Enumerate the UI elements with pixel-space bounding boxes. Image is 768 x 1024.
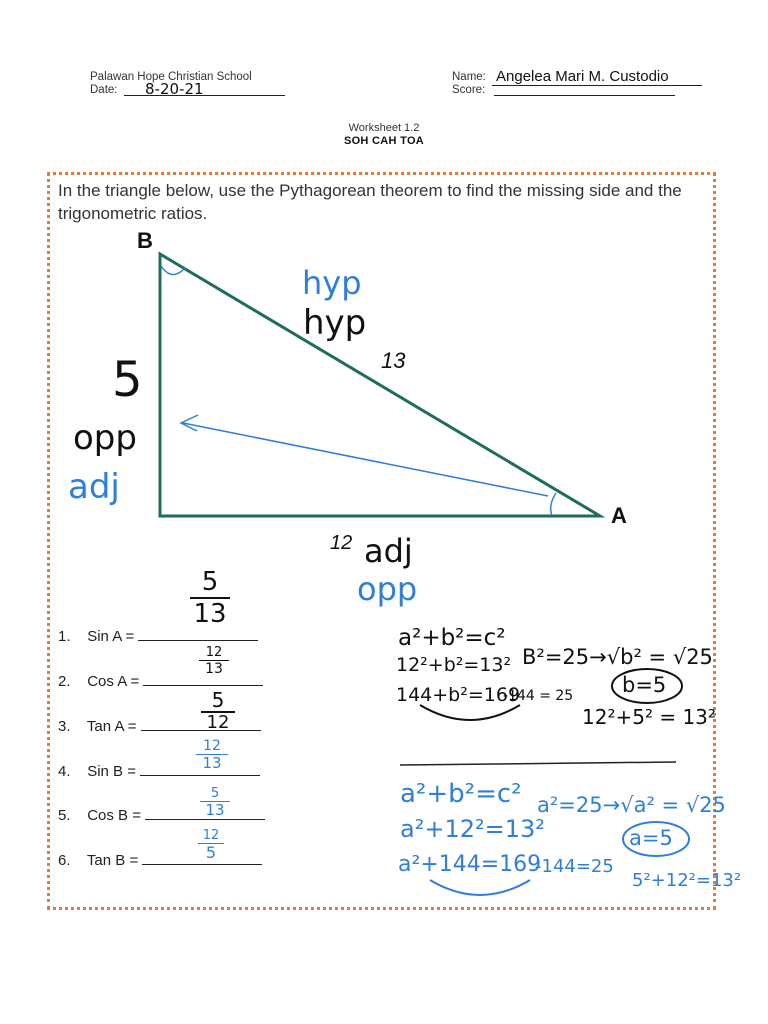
answer-fraction — [196, 828, 226, 861]
worksheet-subtitle: SOH CAH TOA — [343, 135, 425, 147]
fraction-denominator: 13 — [205, 661, 223, 677]
school-name: Palawan Hope Christian School — [90, 71, 252, 83]
question-number: 1. — [58, 628, 71, 645]
vertex-b-label: B — [137, 228, 153, 253]
work-black-right-2: b=5 — [622, 673, 667, 697]
angle-a-arc — [551, 493, 556, 516]
answer-fraction — [197, 645, 231, 677]
right-triangle — [160, 254, 600, 516]
instructions: In the triangle below, use the Pythagorean theorem to find the missing side and the trigonometric ratios. — [58, 181, 682, 223]
bracket-blue — [430, 880, 530, 895]
answer-fraction — [194, 739, 230, 771]
score-label: Score: — [452, 84, 486, 96]
question-number: 6. — [58, 852, 71, 869]
fraction-denominator: 13 — [205, 801, 225, 819]
base-value: 12 — [330, 532, 353, 554]
name-value: Angelea Mari M. Custodio — [496, 68, 669, 85]
opp-black-label: opp — [73, 418, 137, 458]
date-label: Date: — [90, 84, 118, 96]
question-number: 3. — [58, 718, 71, 735]
left-side-value: 5 — [112, 352, 143, 408]
work-blue-right-3: 5²+12²=13² — [632, 870, 742, 891]
work-divider — [400, 762, 676, 765]
worksheet-title: Worksheet 1.2 — [348, 122, 420, 134]
hypotenuse-value: 13 — [381, 348, 406, 373]
answer-fraction — [188, 568, 232, 628]
name-label: Name: — [452, 71, 486, 83]
fraction-numerator: 12 — [203, 738, 221, 754]
work-black-line-2: 12²+b²=13² — [396, 654, 512, 676]
work-black-line-3b: -144 = 25 — [503, 688, 574, 704]
question-row — [58, 626, 258, 645]
hyp-blue-label: hyp — [302, 264, 362, 302]
vertex-a-label: A — [611, 503, 627, 528]
answer-fraction — [199, 690, 237, 732]
answer-fraction — [198, 787, 232, 818]
opp-blue-label: opp — [357, 570, 418, 608]
question-number: 5. — [58, 807, 71, 824]
fraction-numerator: 5 — [201, 567, 219, 597]
question-number: 2. — [58, 673, 71, 690]
question-label: Sin A = — [87, 628, 135, 645]
fraction-numerator: 12 — [202, 828, 220, 843]
fraction-denominator: 12 — [206, 712, 230, 733]
fraction-denominator: 13 — [193, 599, 227, 629]
fraction-denominator: 13 — [202, 754, 222, 772]
work-blue-line-1: a²+b²=c² — [400, 779, 522, 809]
work-black-line-3: 144+b²=169 — [396, 684, 521, 706]
work-blue-right-1: a²=25→√a² = √25 — [537, 793, 726, 817]
fraction-numerator: 5 — [210, 786, 220, 801]
blue-arrow-line — [183, 423, 548, 496]
hyp-black-label: hyp — [303, 303, 367, 343]
question-label: Cos B = — [87, 807, 141, 824]
work-blue-line-3: a²+144=169 — [398, 852, 542, 877]
question-row — [58, 805, 265, 824]
question-row — [58, 850, 262, 869]
fraction-numerator: 5 — [211, 688, 225, 712]
question-row — [58, 671, 263, 690]
date-value: 8-20-21 — [145, 80, 204, 98]
adj-blue-label: adj — [68, 467, 120, 507]
question-label: Cos A = — [87, 673, 140, 690]
work-black-right-3: 12²+5² = 13² — [582, 705, 716, 729]
question-label: Tan A = — [86, 718, 137, 735]
work-black-line-1: a²+b²=c² — [398, 625, 506, 651]
adj-black-label: adj — [364, 532, 413, 570]
fraction-denominator: 5 — [205, 843, 217, 862]
question-label: Sin B = — [87, 763, 136, 780]
work-blue-right-2: a=5 — [629, 826, 673, 850]
work-blue-line-2: a²+12²=13² — [400, 815, 545, 843]
work-blue-line-3b: -144=25 — [535, 856, 614, 877]
bracket-black — [420, 705, 520, 720]
work-black-right-1: B²=25→√b² = √25 — [522, 645, 713, 669]
fraction-numerator: 12 — [205, 645, 223, 660]
question-number: 4. — [58, 763, 71, 780]
question-label: Tan B = — [86, 852, 139, 869]
